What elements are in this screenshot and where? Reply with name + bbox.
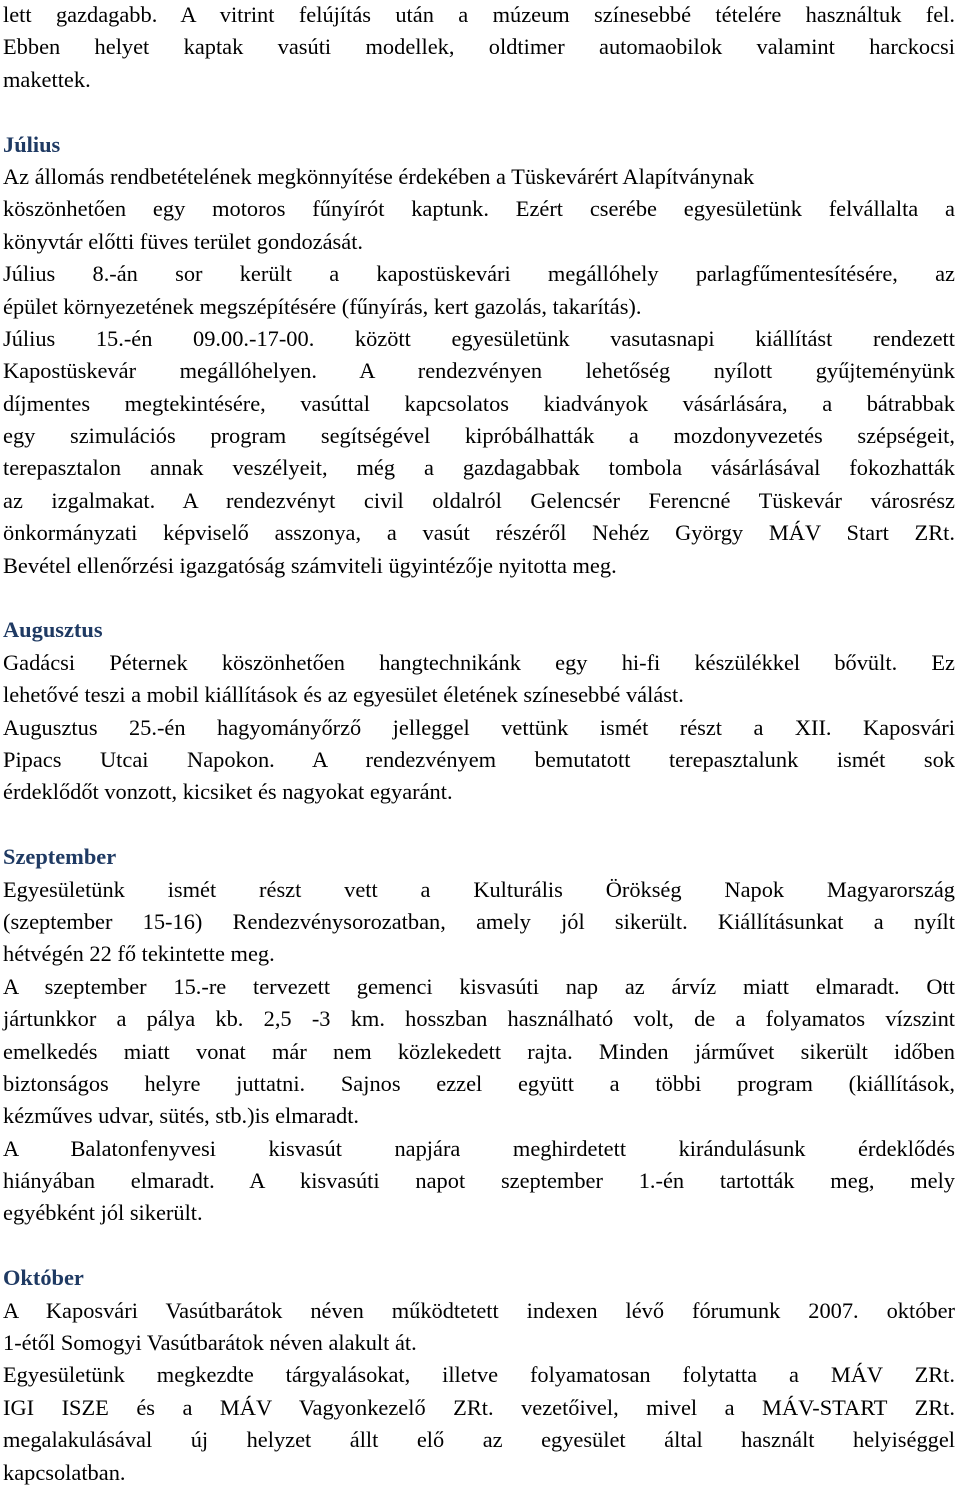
text-line: terepasztalon annak veszélyeit, még a gazdagabbak tombola vásárlásával fokozhatták bbox=[3, 455, 955, 481]
text-line: Július 8.-án sor került a kapostüskevári megállóhely parlagfűmentesítésére, az bbox=[3, 261, 955, 287]
intro-paragraph bbox=[3, 0, 955, 97]
section-gap bbox=[3, 1231, 955, 1263]
text-line: lehetővé teszi a mobil kiállítások és az egyesület életének színesebbé válást. bbox=[3, 682, 684, 708]
text-line: makettek. bbox=[3, 66, 91, 92]
text-line: kapcsolatban. bbox=[3, 1459, 126, 1485]
text-line: köszönhetően egy motoros fűnyírót kaptunk. Ezért cserébe egyesületünk felvállalta a bbox=[3, 196, 955, 222]
section-szeptember bbox=[3, 842, 955, 1231]
text-line: hiányában elmaradt. A kisvasúti napot szeptember 1.-én tartották meg, mely bbox=[3, 1168, 955, 1194]
text-line: A szeptember 15.-re tervezett gemenci kisvasúti nap az árvíz miatt elmaradt. Ott bbox=[3, 973, 955, 999]
text-line: könyvtár előtti füves terület gondozását. bbox=[3, 228, 364, 254]
text-line: A Balatonfenyvesi kisvasút napjára meghirdetett kirándulásunk érdeklődés bbox=[3, 1135, 955, 1161]
text-line: Augusztus 25.-én hagyományőrző jelleggel vettünk ismét részt a XII. Kaposvári bbox=[3, 714, 955, 740]
text-line: biztonságos helyre juttatni. Sajnos ezzel együtt a többi program (kiállítások, bbox=[3, 1070, 955, 1096]
text-line: Ebben helyet kaptak vasúti modellek, oldtimer automaobilok valamint harckocsi bbox=[3, 34, 955, 60]
text-line: egyébként jól sikerült. bbox=[3, 1200, 203, 1226]
section-heading: Szeptember bbox=[3, 844, 117, 870]
text-line: épület környezetének megszépítésére (fűnyírás, kert gazolás, takarítás). bbox=[3, 293, 642, 319]
text-line: hétvégén 22 fő tekintette meg. bbox=[3, 941, 275, 967]
text-line: (szeptember 15-16) Rendezvénysorozatban, amely jól sikerült. Kiállításunkat a nyílt bbox=[3, 908, 955, 934]
text-line: egy szimulációs program segítségével kipróbálhatták a mozdonyvezetés szépségeit, bbox=[3, 423, 955, 449]
section-gap bbox=[3, 583, 955, 615]
text-line: Bevétel ellenőrzési igazgatóság számviteli ügyintézője nyitotta meg. bbox=[3, 552, 617, 578]
text-line: díjmentes megtekintésére, vasúttal kapcsolatos kiadványok vásárlására, a bátrabbak bbox=[3, 390, 955, 416]
section-gap bbox=[3, 810, 955, 842]
section-augusztus bbox=[3, 615, 955, 809]
text-line: Pipacs Utcai Napokon. A rendezvényem bemutatott terepasztalunk ismét sok bbox=[3, 746, 955, 772]
document-page bbox=[3, 0, 955, 1490]
text-line: Az állomás rendbetételének megkönnyítése érdekében a Tüskevárért Alapítványnak bbox=[3, 163, 755, 189]
text-line: Gadácsi Péternek köszönhetően hangtechnikánk egy hi-fi készülékkel bővült. Ez bbox=[3, 649, 955, 675]
section-oktober bbox=[3, 1263, 955, 1490]
text-line: emelkedés miatt vonat már nem közlekedett rajta. Minden járművet sikerült időben bbox=[3, 1038, 955, 1064]
text-line: 1-étől Somogyi Vasútbarátok néven alakult át. bbox=[3, 1330, 417, 1356]
section-gap bbox=[3, 97, 955, 129]
text-line: kézműves udvar, sütés, stb.)is elmaradt. bbox=[3, 1103, 360, 1129]
text-line: lett gazdagabb. A vitrint felújítás után a múzeum színesebbé tételére használtuk fel. bbox=[3, 2, 955, 27]
section-heading: Október bbox=[3, 1265, 84, 1291]
text-line: IGI ISZE és a MÁV Vagyonkezelő ZRt. vezetőivel, mivel a MÁV-START ZRt. bbox=[3, 1394, 955, 1420]
text-line: az izgalmakat. A rendezvényt civil oldalról Gelencsér Ferencné Tüskevár városrész bbox=[3, 487, 955, 513]
text-line: A Kaposvári Vasútbarátok néven működtetett indexen lévő fórumunk 2007. október bbox=[3, 1297, 955, 1323]
section-heading: Augusztus bbox=[3, 617, 103, 643]
section-heading: Július bbox=[3, 131, 61, 157]
text-line: megalakulásával új helyzet állt elő az egyesület által használt helyiséggel bbox=[3, 1427, 955, 1453]
section-julius bbox=[3, 130, 955, 583]
text-line: önkormányzati képviselő asszonya, a vasút részéről Nehéz György MÁV Start ZRt. bbox=[3, 520, 955, 546]
text-line: érdeklődőt vonzott, kicsiket és nagyokat egyaránt. bbox=[3, 779, 453, 805]
text-line: Egyesületünk megkezdte tárgyalásokat, illetve folyamatosan folytatta a MÁV ZRt. bbox=[3, 1362, 955, 1388]
text-line: jártunkkor a pálya kb. 2,5 -3 km. hosszban használható volt, de a folyamatos vízszint bbox=[3, 1006, 955, 1032]
text-line: Július 15.-én 09.00.-17-00. között egyesületünk vasutasnapi kiállítást rendezett bbox=[3, 325, 955, 351]
text-line: Egyesületünk ismét részt vett a Kulturális Örökség Napok Magyarország bbox=[3, 876, 955, 902]
text-line: Kapostüskevár megállóhelyen. A rendezvényen lehetőség nyílott gyűjteményünk bbox=[3, 358, 955, 384]
